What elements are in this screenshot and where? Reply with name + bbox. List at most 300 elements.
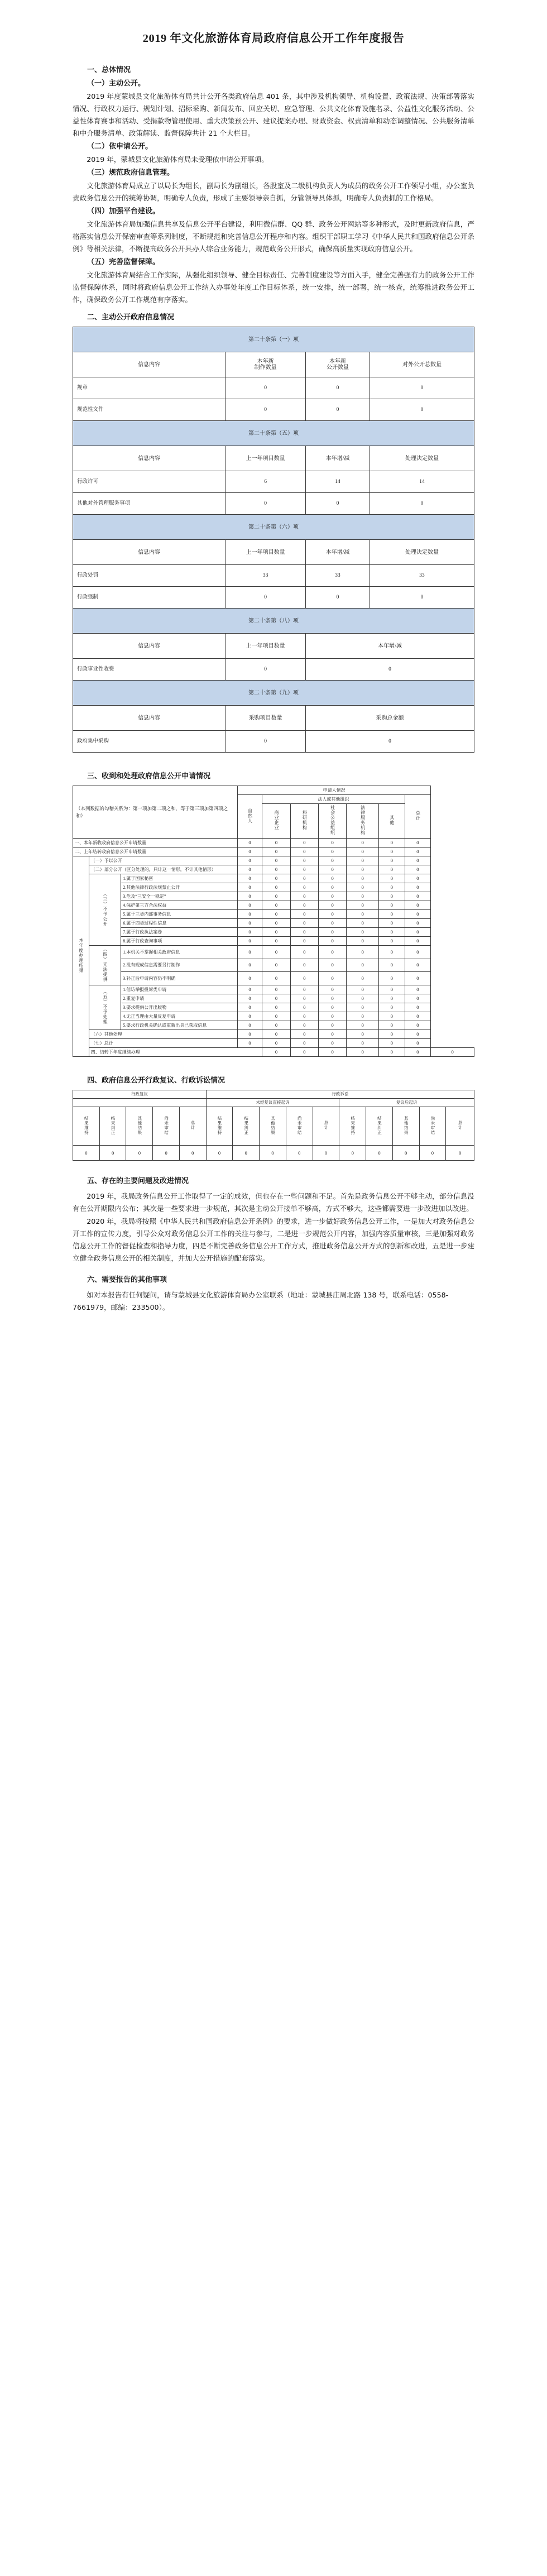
cell-value: 0 — [286, 1146, 313, 1161]
cell-value: 0 — [318, 1003, 346, 1012]
paragraph-1-4: 文化旅游体育局加强信息共享及信息公开平台建设，利用微信群、QQ 群、政务公开网站等多种形式，及时更新政府信息，严格落实信息公开保密审查等系列制度，不断规范和完善信息公开程序和内容。组织干部职工学习《中华人民共和国政府信息公开条例》等相关法律，不断提高政务公开具办人综合业务能力，规范政务公开形式，确保高质量实现政府信息公开。 — [73, 220, 474, 253]
cell-value: 0 — [262, 1030, 290, 1039]
cell-value: 0 — [290, 874, 318, 883]
table-row — [73, 1021, 474, 1030]
cell-value: 0 — [405, 972, 431, 985]
cell-value: 0 — [306, 399, 370, 421]
col-header-admin-pending: 尚未审结 — [153, 1107, 180, 1146]
col-header-total-public: 对外公开总数量 — [370, 352, 474, 377]
row-label: 4.无正当理由大量反复申请 — [121, 1012, 238, 1021]
cell-value: 0 — [262, 892, 290, 901]
table-row — [73, 985, 474, 994]
table-row — [73, 731, 474, 753]
cell-value: 0 — [378, 856, 405, 865]
row-label: 规章 — [73, 377, 225, 399]
cell-value: 0 — [347, 1012, 379, 1021]
row-label: 5.要求行政机关确认或重新出具已获取信息 — [121, 1021, 238, 1030]
cell-value: 0 — [405, 856, 431, 865]
cell-value: 0 — [262, 901, 290, 910]
cell-value: 0 — [318, 874, 346, 883]
row-label: 一、本年新收政府信息公开申请数量 — [73, 839, 238, 848]
table-row — [73, 377, 474, 399]
cell-value: 0 — [306, 377, 370, 399]
cell-value: 0 — [378, 901, 405, 910]
cell-value: 0 — [347, 910, 379, 919]
cell-value: 0 — [262, 994, 290, 1003]
cell-value: 0 — [153, 1146, 180, 1161]
col-header-admin-corrected: 结果纠正 — [99, 1107, 126, 1146]
table-row — [73, 928, 474, 937]
col-header-purchase-count: 采购项目数量 — [225, 706, 306, 731]
row-label: 行政许可 — [73, 471, 225, 493]
subsection-heading-1-3: （三）规范政府信息管理。 — [87, 169, 175, 177]
col-header-admin-other: 其他结果 — [126, 1107, 153, 1146]
cell-value: 0 — [378, 1039, 405, 1048]
table-row — [73, 1030, 474, 1039]
col-header-lit1-upheld: 结果维持 — [206, 1107, 233, 1146]
table-row — [73, 946, 474, 959]
cell-value: 0 — [262, 985, 290, 994]
col-header-lit2-upheld: 结果维持 — [339, 1107, 366, 1146]
cell-value: 0 — [347, 856, 379, 865]
cell-value: 0 — [237, 985, 262, 994]
table-band-header: 第二十条第（五）项 — [73, 421, 474, 446]
row-label: （六）其他处理 — [89, 1030, 237, 1039]
cell-value: 0 — [347, 892, 379, 901]
cell-value: 0 — [290, 937, 318, 946]
col-header-decisions: 处理决定数量 — [370, 446, 474, 471]
cell-value: 0 — [237, 1030, 262, 1039]
cell-value: 0 — [313, 1146, 339, 1161]
cell-value: 0 — [262, 972, 290, 985]
table-article20-part1 — [73, 327, 474, 753]
cell-value: 0 — [347, 994, 379, 1003]
cell-value: 0 — [306, 587, 370, 609]
table-row — [73, 659, 474, 681]
cell-value: 0 — [290, 865, 318, 874]
group-header-after-review-suit: 复议后起诉 — [339, 1099, 474, 1107]
cell-value: 0 — [347, 839, 379, 848]
table-row — [73, 471, 474, 493]
row-label: 2.重复申请 — [121, 994, 238, 1003]
cell-value: 0 — [290, 959, 318, 972]
cell-value: 0 — [237, 959, 262, 972]
cell-value: 0 — [378, 994, 405, 1003]
cell-value: 14 — [370, 471, 474, 493]
cell-value: 0 — [405, 848, 431, 856]
cell-value: 0 — [405, 1012, 431, 1021]
table-row — [73, 994, 474, 1003]
table-row — [73, 839, 474, 848]
cell-value: 0 — [290, 856, 318, 865]
col-header-content: 信息内容 — [73, 540, 225, 565]
cell-value: 0 — [378, 1030, 405, 1039]
table-row — [73, 959, 474, 972]
col-header-lit1-corrected: 结果纠正 — [233, 1107, 260, 1146]
row-label: 7.属于行政执法案卷 — [121, 928, 238, 937]
table-row — [73, 865, 474, 874]
subsection-heading-1-2: （二）依申请公开。 — [87, 142, 153, 151]
cell-value: 0 — [405, 874, 431, 883]
table-row — [73, 587, 474, 609]
cell-value: 0 — [225, 493, 306, 515]
cell-value: 0 — [405, 892, 431, 901]
table-row — [73, 493, 474, 515]
cell-value: 0 — [290, 910, 318, 919]
table-note-cell: （本列数据的勾稽关系为：第一项加第二项之和，等于第三项加第四项之和） — [73, 786, 238, 839]
cell-value: 0 — [318, 985, 346, 994]
cell-value: 0 — [378, 985, 405, 994]
row-label: 行政处罚 — [73, 565, 225, 587]
table-band-header: 第二十条第（八）项 — [73, 609, 474, 634]
cell-value: 0 — [290, 883, 318, 892]
cell-value: 0 — [318, 856, 346, 865]
table-band-header: 第二十条第（九）项 — [73, 681, 474, 706]
col-header-research: 科研机构 — [290, 804, 318, 839]
rowgroup-label-cannot-provide: （四）无法提供 — [89, 946, 121, 985]
cell-value: 0 — [318, 839, 346, 848]
col-header-content: 信息内容 — [73, 706, 225, 731]
row-label: 二、上年结转政府信息公开申请数量 — [73, 848, 238, 856]
cell-value: 0 — [405, 1021, 431, 1030]
cell-value: 0 — [99, 1146, 126, 1161]
cell-value: 0 — [262, 839, 290, 848]
cell-value: 0 — [405, 1048, 431, 1057]
table-row — [73, 1003, 474, 1012]
table-row — [73, 1048, 474, 1057]
cell-value: 0 — [347, 919, 379, 928]
cell-value: 0 — [237, 972, 262, 985]
cell-value: 33 — [225, 565, 306, 587]
col-header-lit1-pending: 尚未审结 — [286, 1107, 313, 1146]
cell-value: 0 — [237, 1039, 262, 1048]
paragraph-5-1: 2019 年，我局政务信息公开工作取得了一定的成效，但也存在一些问题和不足。首先是政务信息公开不够主动，部分信息没有在公开期限内公布；其次是一些要求进一步规范，其次是主动公开接单不够高，方式不够大，这些都需要进一步改进加以改进。 — [73, 1192, 474, 1213]
cell-value: 0 — [378, 892, 405, 901]
cell-value: 0 — [237, 839, 262, 848]
col-header-public-welfare: 社会公益组织 — [318, 804, 346, 839]
cell-value: 0 — [378, 883, 405, 892]
section-heading-4: 四、政府信息公开行政复议、行政诉讼情况 — [87, 1076, 225, 1085]
cell-value: 0 — [318, 910, 346, 919]
cell-value: 0 — [290, 1039, 318, 1048]
col-header-lit1-total: 总计 — [313, 1107, 339, 1146]
cell-value: 0 — [237, 946, 262, 959]
cell-value: 0 — [339, 1146, 366, 1161]
col-header-lit1-other: 其他结果 — [260, 1107, 286, 1146]
row-label: 5.属于三类内部事务信息 — [121, 910, 238, 919]
col-header-prev-year: 上一年项目数量 — [225, 634, 306, 659]
paragraph-1-1: 2019 年度蒙城县文化旅游体育局共计公开各类政府信息 401 条，其中涉及机构领导、机构设置、政策法规、决策部署落实情况、行政权力运行、规划计划、招标采购、新闻发布、回应关切、应急管理、公共文化体育设施名录、公益性文化服务活动、公益性体育赛事和活动、受捐款物管理使用、重大决策预公开、建议提案办理、财政资金、权责清单和动态调整情况、公共服务清单和中介服务清单、政策解读、监督保障共计 21 个大栏目。 — [73, 92, 474, 137]
cell-value: 0 — [318, 1048, 346, 1057]
cell-value: 0 — [318, 1021, 346, 1030]
table-row — [73, 901, 474, 910]
cell-value: 0 — [126, 1146, 153, 1161]
cell-value: 0 — [405, 994, 431, 1003]
cell-value: 0 — [347, 946, 379, 959]
cell-value: 0 — [262, 928, 290, 937]
section-heading-6: 六、需要报告的其他事项 — [87, 1276, 167, 1284]
cell-value: 0 — [318, 928, 346, 937]
cell-value: 0 — [206, 1146, 233, 1161]
cell-value: 0 — [347, 1048, 379, 1057]
table-band-header: 第二十条第（六）项 — [73, 515, 474, 540]
row-label: （二）部分公开（区分处理的，只计这一情形，不计其他情形） — [89, 865, 237, 874]
row-label: 3.危及“三安全一稳定” — [121, 892, 238, 901]
col-header-content: 信息内容 — [73, 634, 225, 659]
col-header-prev-year: 上一年项目数量 — [225, 446, 306, 471]
cell-value: 0 — [318, 901, 346, 910]
cell-value: 0 — [262, 1048, 290, 1057]
row-label: 行政强制 — [73, 587, 225, 609]
cell-value: 0 — [405, 959, 431, 972]
row-label: 行政事业性收费 — [73, 659, 225, 681]
paragraph-1-3: 文化旅游体育局成立了以局长为组长，副局长为副组长，各股室及二级机构负责人为成员的政务公开工作领导小组，办公室负责政务信息公开的统筹协调，明确专人负责，形成了主要领导亲自抓，分管领导具体抓，明确专人负责抓的工作格局。 — [73, 181, 474, 202]
cell-value: 0 — [392, 1146, 419, 1161]
row-label: 3.要求提供公开出版物 — [121, 1003, 238, 1012]
table-row — [73, 910, 474, 919]
cell-value: 0 — [262, 919, 290, 928]
cell-value: 0 — [290, 919, 318, 928]
table-row — [73, 1146, 474, 1161]
row-label: 其他对外管理服务事项 — [73, 493, 225, 515]
cell-value: 0 — [431, 1048, 474, 1057]
cell-value: 0 — [405, 937, 431, 946]
cell-value: 0 — [237, 874, 262, 883]
table-row — [73, 883, 474, 892]
cell-value: 0 — [306, 493, 370, 515]
cell-value: 0 — [405, 919, 431, 928]
col-header-new-created: 本年新 制作数量 — [225, 352, 306, 377]
cell-value: 0 — [318, 1012, 346, 1021]
subsection-heading-1-1: （一）主动公开。 — [87, 79, 146, 88]
col-header-legal-service: 法律服务机构 — [347, 804, 379, 839]
table-row — [73, 892, 474, 901]
col-header-purchase-amount: 采购总金额 — [306, 706, 474, 731]
col-header-lit2-corrected: 结果纠正 — [366, 1107, 393, 1146]
cell-value: 0 — [378, 937, 405, 946]
row-label: 2.没有现成信息需要另行制作 — [121, 959, 238, 972]
cell-value: 0 — [225, 587, 306, 609]
table-requests — [73, 786, 474, 1057]
cell-value: 0 — [318, 848, 346, 856]
row-label: 1.本机关不掌握相关政府信息 — [121, 946, 238, 959]
cell-value: 0 — [290, 1030, 318, 1039]
rowgroup-label-handling-result: 本年度办理结果 — [73, 856, 89, 1057]
cell-value: 0 — [237, 910, 262, 919]
cell-value: 0 — [405, 1039, 431, 1048]
group-header-legal-entity: 法人或其他组织 — [262, 795, 405, 804]
col-header-total: 总计 — [405, 795, 431, 839]
paragraph-1-5: 文化旅游体育局结合工作实际，从强化组织领导、健全目标责任、完善制度建设等方面入手，健全完善强有力的政务公开工作监督保障体系，同时将政府信息公开工作纳入办事处年度工作目标体系，统一安排，统一部署，统一核查，统筹推进政务公开工作，确保政务公开工作规范有序落实。 — [73, 271, 474, 304]
cell-value: 0 — [378, 959, 405, 972]
cell-value: 0 — [233, 1146, 260, 1161]
cell-value: 14 — [306, 471, 370, 493]
cell-value: 0 — [306, 731, 474, 753]
cell-value: 0 — [318, 959, 346, 972]
col-header-admin-upheld: 结果维持 — [73, 1107, 100, 1146]
cell-value: 0 — [347, 874, 379, 883]
cell-value: 0 — [262, 1012, 290, 1021]
table-row — [73, 972, 474, 985]
cell-value: 0 — [347, 972, 379, 985]
cell-value: 0 — [318, 883, 346, 892]
table-band-header: 第二十条第（一）项 — [73, 327, 474, 352]
cell-value: 0 — [378, 848, 405, 856]
cell-value: 0 — [237, 883, 262, 892]
cell-value: 0 — [262, 856, 290, 865]
cell-value: 0 — [262, 848, 290, 856]
table-row — [73, 848, 474, 856]
col-header-lit2-total: 总计 — [446, 1107, 474, 1146]
cell-value: 0 — [225, 731, 306, 753]
cell-value: 0 — [378, 1012, 405, 1021]
cell-value: 0 — [405, 985, 431, 994]
col-header-change: 本年增/减 — [306, 540, 370, 565]
section-heading-3: 三、收到和处理政府信息公开申请情况 — [87, 772, 211, 781]
cell-value: 0 — [378, 839, 405, 848]
cell-value: 0 — [405, 928, 431, 937]
col-header-change: 本年增/减 — [306, 446, 370, 471]
section-heading-2: 二、主动公开政府信息情况 — [87, 313, 175, 322]
table-row — [73, 565, 474, 587]
cell-value: 0 — [262, 874, 290, 883]
cell-value: 0 — [405, 883, 431, 892]
cell-value: 0 — [318, 1039, 346, 1048]
col-header-business: 商业企业 — [262, 804, 290, 839]
table-review-litigation — [73, 1090, 474, 1161]
group-header-litigation: 行政诉讼 — [206, 1090, 474, 1099]
cell-value: 33 — [306, 565, 370, 587]
cell-value: 0 — [262, 1021, 290, 1030]
cell-value: 0 — [290, 972, 318, 985]
cell-value: 0 — [318, 946, 346, 959]
table-row — [73, 856, 474, 865]
cell-value: 0 — [237, 892, 262, 901]
cell-value: 0 — [237, 928, 262, 937]
cell-value: 0 — [378, 910, 405, 919]
cell-value: 0 — [405, 901, 431, 910]
cell-value: 0 — [262, 910, 290, 919]
cell-value: 0 — [290, 1003, 318, 1012]
cell-value: 0 — [290, 892, 318, 901]
cell-value: 0 — [290, 839, 318, 848]
col-header-decisions: 处理决定数量 — [370, 540, 474, 565]
cell-value: 0 — [290, 848, 318, 856]
col-header-content: 信息内容 — [73, 352, 225, 377]
cell-value: 33 — [370, 565, 474, 587]
rowgroup-label-not-handled: （五）不予处理 — [89, 985, 121, 1030]
cell-value: 0 — [225, 377, 306, 399]
cell-value: 0 — [370, 399, 474, 421]
cell-value: 0 — [347, 928, 379, 937]
cell-value: 0 — [370, 587, 474, 609]
cell-value: 0 — [306, 659, 474, 681]
cell-value: 0 — [237, 919, 262, 928]
col-header-content: 信息内容 — [73, 446, 225, 471]
rowgroup-label-not-disclosed: （三）不予公开 — [89, 874, 121, 946]
group-header-applicant: 申请人情况 — [237, 786, 431, 795]
cell-value: 0 — [179, 1146, 206, 1161]
row-label: 四、结转下年度继续办理 — [89, 1048, 262, 1057]
cell-value: 0 — [290, 928, 318, 937]
table-row — [73, 874, 474, 883]
cell-value: 0 — [405, 1003, 431, 1012]
cell-value: 0 — [378, 972, 405, 985]
cell-value: 0 — [237, 937, 262, 946]
cell-value: 0 — [378, 946, 405, 959]
section-heading-5: 五、存在的主要问题及改进情况 — [87, 1177, 189, 1185]
cell-value: 0 — [405, 839, 431, 848]
cell-value: 0 — [318, 994, 346, 1003]
cell-value: 0 — [370, 493, 474, 515]
cell-value: 0 — [290, 1021, 318, 1030]
col-header-admin-total: 总计 — [179, 1107, 206, 1146]
cell-value: 0 — [237, 1012, 262, 1021]
cell-value: 0 — [318, 919, 346, 928]
table-row — [73, 1012, 474, 1021]
cell-value: 0 — [405, 1030, 431, 1039]
cell-value: 0 — [318, 937, 346, 946]
group-header-direct-suit: 未经复议直接起诉 — [206, 1099, 339, 1107]
cell-value: 0 — [262, 959, 290, 972]
cell-value: 0 — [347, 937, 379, 946]
col-header-natural-person: 自然人 — [237, 795, 262, 839]
cell-value: 0 — [290, 994, 318, 1003]
group-header-admin-review: 行政复议 — [73, 1090, 207, 1099]
col-header-lit2-other: 其他结果 — [392, 1107, 419, 1146]
cell-value: 0 — [262, 937, 290, 946]
col-header-prev-year: 上一年项目数量 — [225, 540, 306, 565]
cell-value: 0 — [405, 946, 431, 959]
subsection-heading-1-4: （四）加强平台建设。 — [87, 207, 160, 216]
cell-value: 0 — [237, 865, 262, 874]
cell-value: 0 — [237, 1003, 262, 1012]
cell-value: 0 — [419, 1146, 446, 1161]
cell-value: 0 — [290, 946, 318, 959]
table-row — [73, 919, 474, 928]
cell-value: 0 — [347, 865, 379, 874]
section-heading-1: 一、总体情况 — [87, 66, 131, 74]
cell-value: 0 — [290, 1048, 318, 1057]
paragraph-6-1: 如对本报告有任何疑问，请与蒙城县文化旅游体育局办公室联系（地址：蒙城县庄周北路 138 号，联系电话：0558-7661979，邮编：233500）。 — [73, 1291, 449, 1311]
cell-value: 0 — [446, 1146, 474, 1161]
cell-value: 0 — [237, 856, 262, 865]
cell-value: 0 — [318, 865, 346, 874]
row-label: 8.属于行政查询事项 — [121, 937, 238, 946]
row-label: 1.属于国家秘密 — [121, 874, 238, 883]
paragraph-1-2: 2019 年，蒙城县文化旅游体育局未受理依申请公开事项。 — [87, 155, 268, 164]
cell-value: 0 — [347, 1039, 379, 1048]
cell-value: 0 — [378, 1003, 405, 1012]
row-label: 3.补正后申请内容仍不明确 — [121, 972, 238, 985]
cell-value: 0 — [262, 946, 290, 959]
cell-value: 0 — [318, 1030, 346, 1039]
col-header-lit2-pending: 尚未审结 — [419, 1107, 446, 1146]
cell-value: 0 — [262, 865, 290, 874]
cell-value: 0 — [237, 1021, 262, 1030]
table-row — [73, 1039, 474, 1048]
cell-value: 0 — [237, 901, 262, 910]
col-header-new-public: 本年新 公开数量 — [306, 352, 370, 377]
row-label: （一）予以公开 — [89, 856, 237, 865]
row-label: （七）总计 — [89, 1039, 237, 1048]
cell-value: 0 — [290, 1012, 318, 1021]
cell-value: 0 — [347, 901, 379, 910]
col-header-change: 本年增/减 — [306, 634, 474, 659]
cell-value: 0 — [318, 892, 346, 901]
cell-value: 0 — [378, 1021, 405, 1030]
cell-value: 0 — [237, 848, 262, 856]
